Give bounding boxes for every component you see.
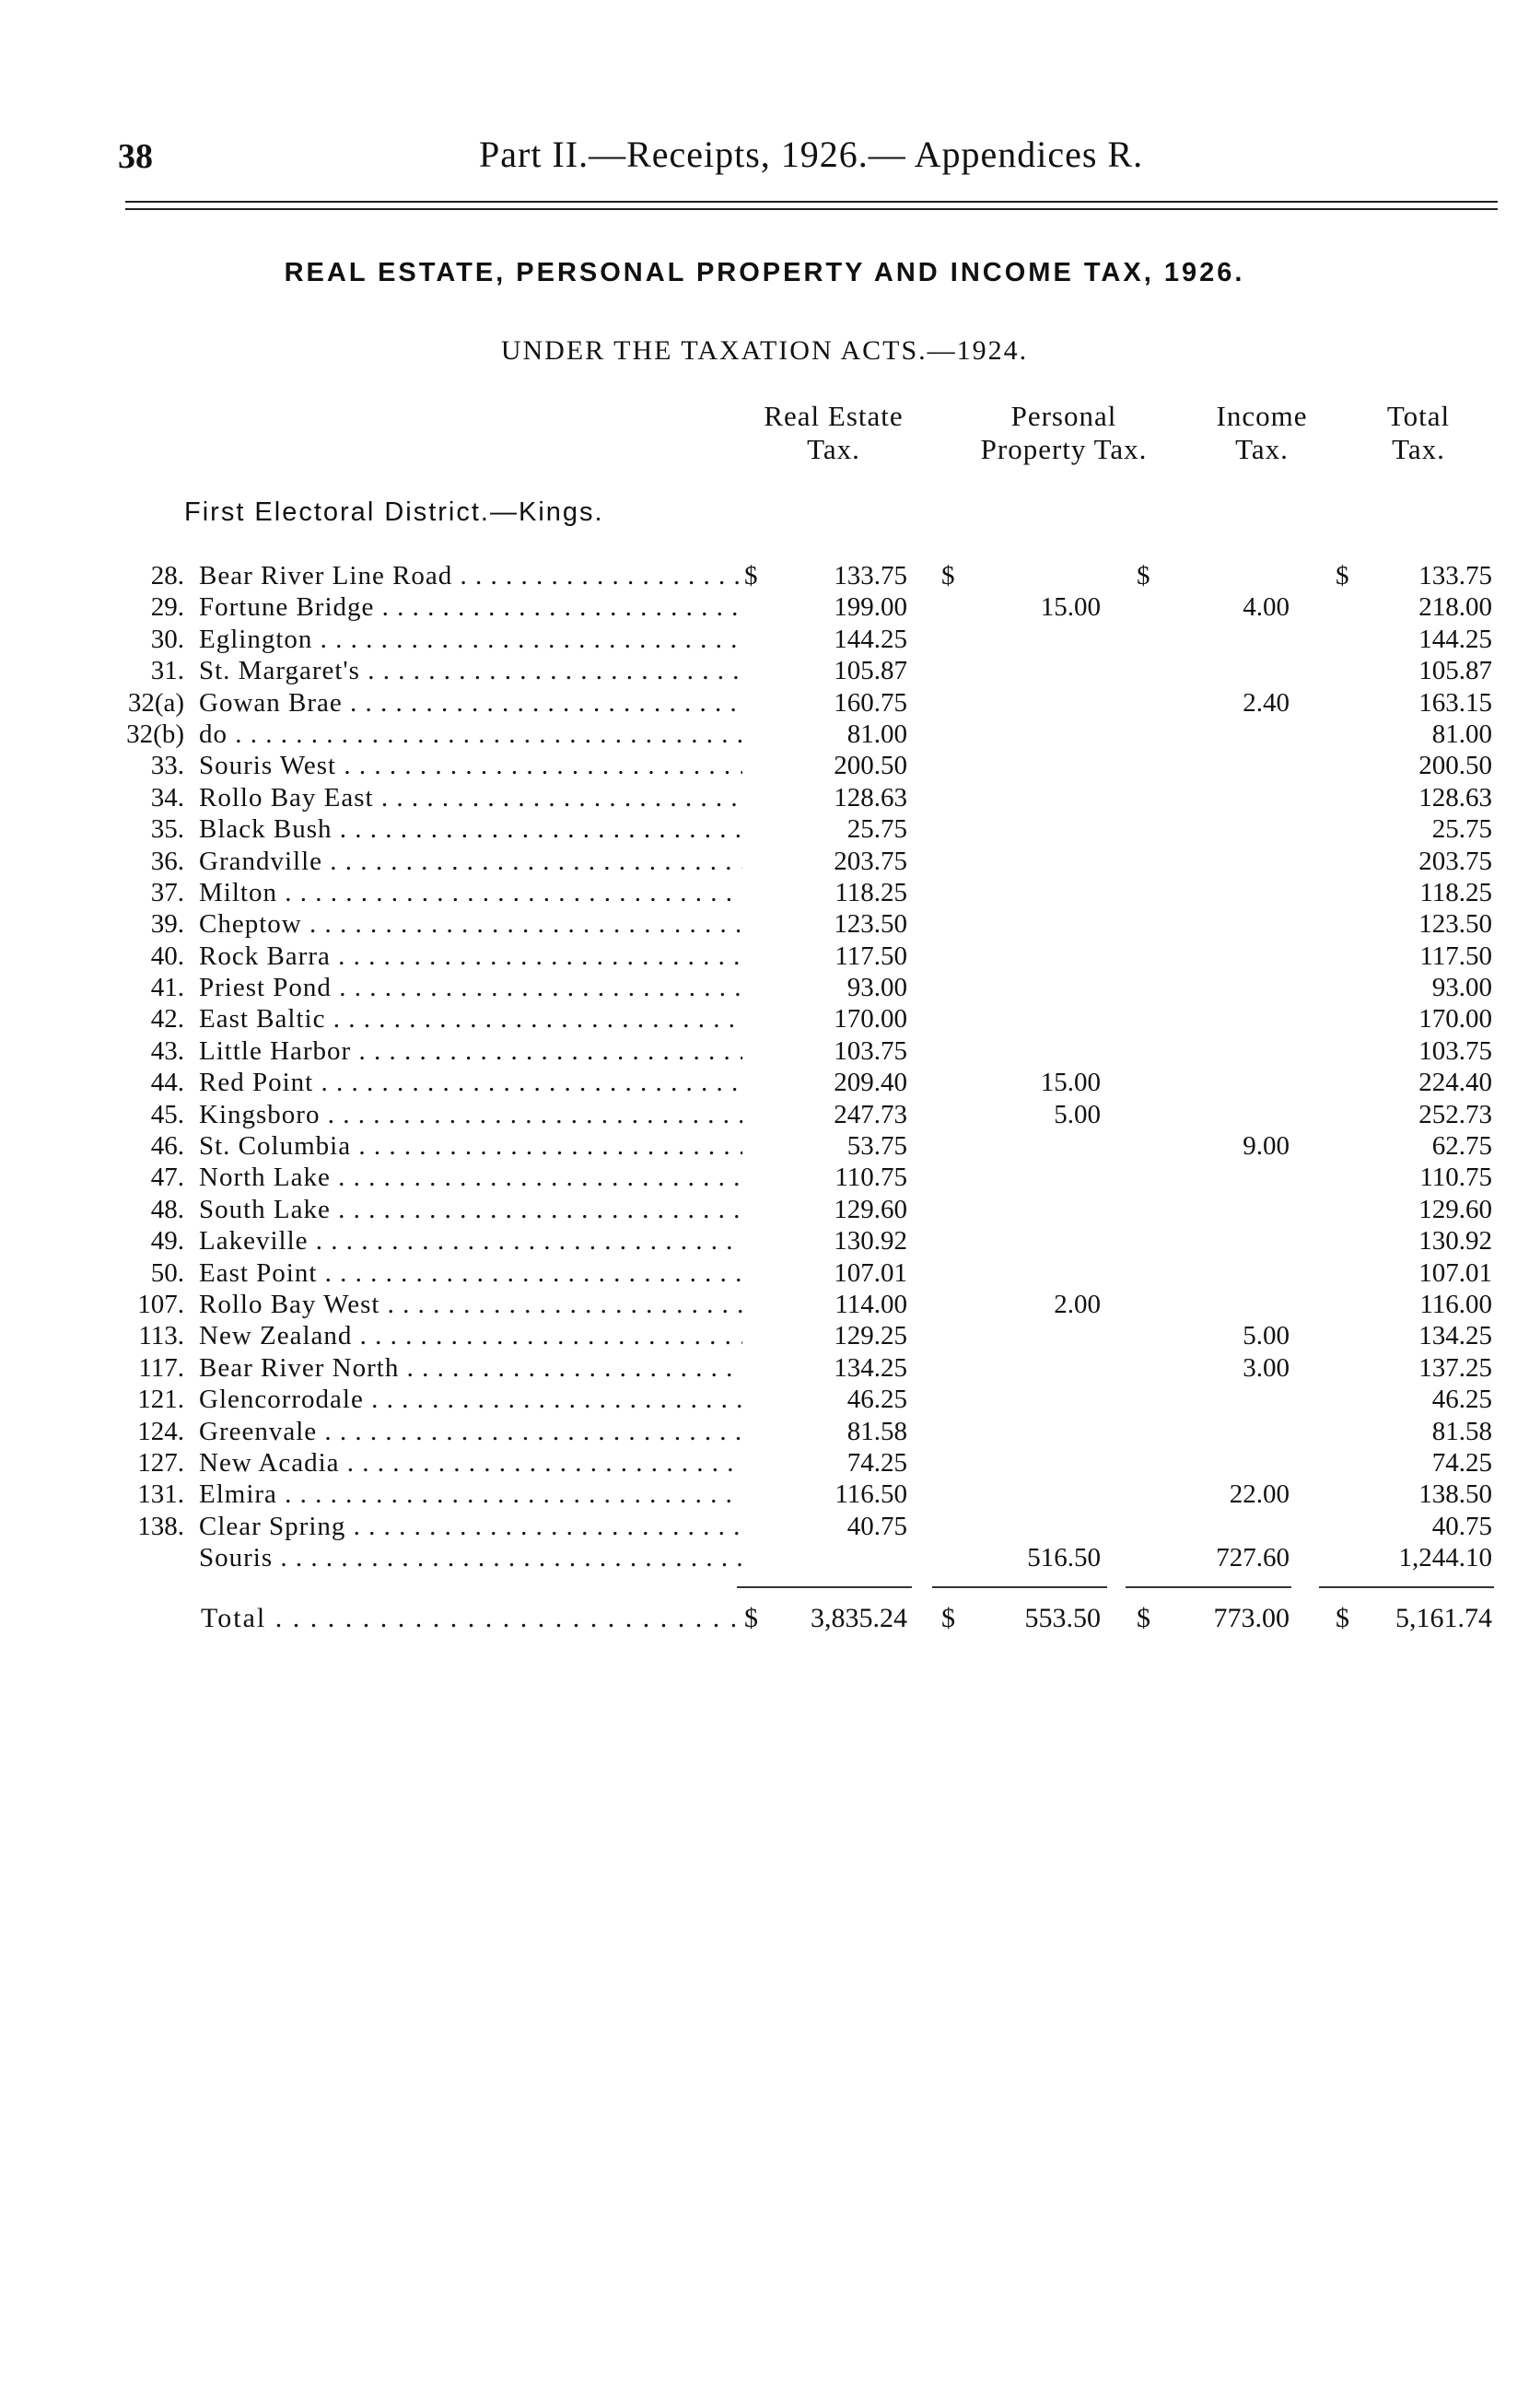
cell-total-tax: 134.25 xyxy=(1418,1321,1492,1351)
cell-real-estate-tax: 105.87 xyxy=(834,656,907,686)
column-header-line: Property Tax. xyxy=(980,433,1148,465)
row-locality-name: Rock Barra . . . xyxy=(199,941,742,972)
row-number: 42. xyxy=(150,1004,184,1035)
tax-table-rows xyxy=(0,560,1529,1574)
column-header-line: Personal xyxy=(1010,400,1117,432)
row-number: 48. xyxy=(150,1194,184,1224)
column-header-total xyxy=(1354,400,1483,466)
currency-sign: $ xyxy=(941,1603,955,1633)
row-number: 124. xyxy=(137,1416,184,1446)
currency-sign: $ xyxy=(1137,561,1150,590)
row-number: 44. xyxy=(150,1068,184,1098)
table-row xyxy=(0,750,1529,781)
cell-real-estate-tax: 170.00 xyxy=(834,1004,907,1035)
row-number: 117. xyxy=(138,1352,184,1383)
cell-real-estate-tax: 144.25 xyxy=(834,624,907,654)
table-row xyxy=(0,560,1529,591)
header-rule-top xyxy=(125,201,1498,203)
cell-total-tax: 107.01 xyxy=(1418,1257,1492,1288)
table-title: REAL ESTATE, PERSONAL PROPERTY AND INCOME TAX, 1926. xyxy=(284,258,1245,287)
cell-real-estate-tax: 117.50 xyxy=(835,941,907,971)
row-locality-name: Lakeville . . . xyxy=(199,1225,742,1257)
sum-rule-personal xyxy=(932,1586,1107,1588)
cell-real-estate-tax: 81.00 xyxy=(846,719,907,749)
table-row xyxy=(0,719,1529,750)
cell-total-tax: 74.25 xyxy=(1431,1447,1492,1478)
cell-real-estate-tax: 118.25 xyxy=(835,877,907,907)
row-locality-name: Milton . . . xyxy=(199,877,742,908)
page-number: 38 xyxy=(118,137,153,176)
cell-real-estate-tax: 133.75 xyxy=(834,561,907,590)
cell-total-tax: 224.40 xyxy=(1418,1068,1492,1098)
row-locality-name: Greenvale . . . xyxy=(199,1416,742,1447)
table-row xyxy=(0,908,1529,940)
cell-income-tax: 4.00 xyxy=(1243,592,1290,623)
row-number: 32(b) xyxy=(126,719,184,749)
row-number: 41. xyxy=(150,973,184,1003)
table-subtitle: UNDER THE TAXATION ACTS.—1924. xyxy=(500,335,1029,366)
row-number: 31. xyxy=(150,656,184,686)
currency-sign: $ xyxy=(744,1603,758,1633)
sum-rule-income xyxy=(1126,1586,1291,1588)
row-number: 45. xyxy=(150,1099,184,1129)
table-row xyxy=(0,1384,1529,1415)
totals-row xyxy=(0,1603,1529,1640)
row-number: 32(a) xyxy=(127,687,184,718)
table-row xyxy=(0,782,1529,813)
row-locality-name: New Zealand . . . xyxy=(199,1320,742,1351)
cell-total-tax: 203.75 xyxy=(1418,846,1492,876)
cell-total-tax: 133.75 xyxy=(1418,561,1492,590)
table-row xyxy=(0,813,1529,845)
row-number: 107. xyxy=(137,1289,184,1319)
row-number: 43. xyxy=(150,1035,184,1066)
cell-real-estate-tax: 134.25 xyxy=(834,1352,907,1383)
column-header-line: Tax. xyxy=(1392,433,1445,465)
cell-real-estate-tax: 46.25 xyxy=(846,1385,907,1415)
cell-total-tax: 170.00 xyxy=(1418,1004,1492,1035)
cell-total-tax: 138.50 xyxy=(1418,1479,1492,1510)
column-header-line: Tax. xyxy=(807,433,860,465)
header-rule-bottom xyxy=(125,208,1498,210)
row-locality-name: Rollo Bay East . . . xyxy=(199,782,742,813)
column-header-line: Total xyxy=(1386,400,1451,432)
row-number: 40. xyxy=(150,941,184,971)
row-number: 39. xyxy=(150,909,184,940)
table-row xyxy=(0,1542,1529,1573)
sum-rule-real-estate xyxy=(737,1586,912,1588)
row-number: 34. xyxy=(150,782,184,812)
table-row xyxy=(0,655,1529,686)
cell-total-tax: 218.00 xyxy=(1418,592,1492,623)
row-locality-name: North Lake . . . xyxy=(199,1162,742,1193)
row-locality-name: Rollo Bay West . . . xyxy=(199,1289,742,1320)
cell-real-estate-tax: 129.25 xyxy=(834,1321,907,1351)
currency-sign: $ xyxy=(1336,1603,1349,1633)
table-row xyxy=(0,624,1529,655)
cell-total-tax: 200.50 xyxy=(1418,751,1492,781)
cell-real-estate-tax: 103.75 xyxy=(834,1035,907,1066)
cell-income-tax: 3.00 xyxy=(1243,1352,1290,1383)
table-row xyxy=(0,846,1529,877)
sum-rule-total xyxy=(1319,1586,1494,1588)
row-locality-name: East Baltic . . . xyxy=(199,1003,742,1035)
cell-total-tax: 144.25 xyxy=(1418,624,1492,654)
row-number: 50. xyxy=(150,1257,184,1288)
row-locality-name: Elmira . . . xyxy=(199,1479,742,1510)
cell-real-estate-tax: 160.75 xyxy=(834,687,907,718)
running-head: Part II.—Receipts, 1926.— Appendices R. xyxy=(479,134,1144,175)
cell-personal-property-tax: 15.00 xyxy=(1040,1068,1101,1098)
table-row xyxy=(0,1320,1529,1351)
row-number: 121. xyxy=(137,1385,184,1415)
row-locality-name: Black Bush . . . xyxy=(199,813,742,845)
table-row xyxy=(0,1352,1529,1384)
row-locality-name: Fortune Bridge . . . xyxy=(199,591,742,623)
currency-sign: $ xyxy=(1336,561,1349,590)
cell-income-tax: 9.00 xyxy=(1243,1131,1290,1162)
row-locality-name: Souris West . . . xyxy=(199,750,742,781)
cell-total-tax: 110.75 xyxy=(1419,1163,1492,1193)
cell-income-tax: 2.40 xyxy=(1243,687,1290,718)
column-header-income xyxy=(1188,400,1336,466)
row-number: 113. xyxy=(138,1321,184,1351)
currency-sign: $ xyxy=(941,561,955,590)
table-row xyxy=(0,1035,1529,1067)
table-row xyxy=(0,591,1529,623)
cell-total-tax: 117.50 xyxy=(1419,941,1492,971)
column-header-personal-property xyxy=(949,400,1179,466)
column-header-real-estate xyxy=(728,400,940,466)
row-locality-name: Bear River North . . . xyxy=(199,1352,742,1384)
table-row xyxy=(0,1511,1529,1542)
cell-real-estate-tax: 40.75 xyxy=(846,1511,907,1541)
row-locality-name: Priest Pond . . . xyxy=(199,972,742,1003)
row-locality-name: Red Point . . . xyxy=(199,1067,742,1098)
table-row xyxy=(0,687,1529,719)
cell-real-estate-tax: 123.50 xyxy=(834,909,907,940)
cell-total-tax: 103.75 xyxy=(1418,1035,1492,1066)
cell-real-estate-tax: 93.00 xyxy=(846,973,907,1003)
row-number: 35. xyxy=(150,814,184,845)
row-number: 33. xyxy=(150,751,184,781)
column-header-line: Real Estate xyxy=(764,400,904,432)
cell-income-tax: 22.00 xyxy=(1229,1479,1290,1510)
cell-real-estate-tax: 74.25 xyxy=(846,1447,907,1478)
cell-real-estate-tax: 130.92 xyxy=(834,1226,907,1257)
cell-total-tax: 62.75 xyxy=(1431,1131,1492,1162)
row-number: 37. xyxy=(150,877,184,907)
row-number: 138. xyxy=(137,1511,184,1541)
table-row xyxy=(0,1162,1529,1193)
row-number: 36. xyxy=(150,846,184,876)
table-row xyxy=(0,1003,1529,1035)
row-locality-name: Souris . . . xyxy=(199,1542,742,1573)
row-locality-name: East Point . . . xyxy=(199,1257,742,1289)
table-row xyxy=(0,1130,1529,1162)
cell-total-tax: 130.92 xyxy=(1418,1226,1492,1257)
row-locality-name: Clear Spring . . . xyxy=(199,1511,742,1542)
row-number: 46. xyxy=(150,1131,184,1162)
row-number: 127. xyxy=(137,1447,184,1478)
currency-sign: $ xyxy=(744,561,758,590)
table-row xyxy=(0,941,1529,972)
row-locality-name: Eglington . . . xyxy=(199,624,742,655)
cell-real-estate-tax: 114.00 xyxy=(835,1289,907,1319)
table-row xyxy=(0,1257,1529,1289)
cell-total-tax: 137.25 xyxy=(1418,1352,1492,1383)
cell-real-estate-tax: 209.40 xyxy=(834,1068,907,1098)
table-row xyxy=(0,1194,1529,1225)
cell-real-estate-tax: 203.75 xyxy=(834,846,907,876)
row-number: 49. xyxy=(150,1226,184,1257)
row-locality-name: Gowan Brae . . . xyxy=(199,687,742,719)
cell-total-tax: 25.75 xyxy=(1431,814,1492,845)
cell-real-estate-tax: 110.75 xyxy=(835,1163,907,1193)
section-heading: First Electoral District.—Kings. xyxy=(184,497,604,527)
cell-real-estate-tax: 107.01 xyxy=(834,1257,907,1288)
table-row xyxy=(0,1289,1529,1320)
totals-personal-property: 553.50 xyxy=(1024,1603,1101,1633)
cell-total-tax: 116.00 xyxy=(1419,1289,1492,1319)
table-row xyxy=(0,972,1529,1003)
row-locality-name: Grandville . . . xyxy=(199,846,742,877)
cell-total-tax: 40.75 xyxy=(1431,1511,1492,1541)
table-row xyxy=(0,1479,1529,1510)
cell-real-estate-tax: 128.63 xyxy=(834,782,907,812)
table-row xyxy=(0,1099,1529,1130)
cell-income-tax: 5.00 xyxy=(1243,1321,1290,1351)
cell-personal-property-tax: 5.00 xyxy=(1054,1099,1101,1129)
column-header-line: Tax. xyxy=(1235,433,1289,465)
cell-real-estate-tax: 81.58 xyxy=(846,1416,907,1446)
cell-personal-property-tax: 516.50 xyxy=(1027,1543,1101,1573)
cell-real-estate-tax: 53.75 xyxy=(846,1131,907,1162)
column-header-line: Income xyxy=(1216,400,1308,432)
row-locality-name: St. Columbia . . . xyxy=(199,1130,742,1162)
cell-total-tax: 252.73 xyxy=(1418,1099,1492,1129)
row-number: 29. xyxy=(150,592,184,623)
row-locality-name: Cheptow . . . xyxy=(199,908,742,940)
cell-real-estate-tax: 200.50 xyxy=(834,751,907,781)
row-locality-name: Little Harbor . . . xyxy=(199,1035,742,1067)
cell-total-tax: 128.63 xyxy=(1418,782,1492,812)
row-number: 47. xyxy=(150,1163,184,1193)
row-number: 30. xyxy=(150,624,184,654)
row-locality-name: New Acadia . . . xyxy=(199,1447,742,1479)
cell-total-tax: 118.25 xyxy=(1419,877,1492,907)
row-locality-name: do . . . xyxy=(199,719,742,750)
cell-real-estate-tax: 25.75 xyxy=(846,814,907,845)
cell-total-tax: 129.60 xyxy=(1418,1194,1492,1224)
cell-real-estate-tax: 199.00 xyxy=(834,592,907,623)
cell-total-tax: 1,244.10 xyxy=(1398,1543,1492,1573)
row-number: 131. xyxy=(137,1479,184,1510)
totals-income: 773.00 xyxy=(1213,1603,1290,1633)
row-locality-name: Kingsboro . . . xyxy=(199,1099,742,1130)
cell-total-tax: 46.25 xyxy=(1431,1385,1492,1415)
cell-real-estate-tax: 129.60 xyxy=(834,1194,907,1224)
cell-total-tax: 105.87 xyxy=(1418,656,1492,686)
cell-personal-property-tax: 2.00 xyxy=(1054,1289,1101,1319)
cell-real-estate-tax: 116.50 xyxy=(835,1479,907,1510)
totals-real-estate: 3,835.24 xyxy=(811,1603,907,1633)
row-locality-name: South Lake . . . xyxy=(199,1194,742,1225)
row-locality-name: Glencorrodale . . . xyxy=(199,1384,742,1415)
table-row xyxy=(0,1447,1529,1479)
table-row xyxy=(0,1225,1529,1257)
cell-real-estate-tax: 247.73 xyxy=(834,1099,907,1129)
cell-personal-property-tax: 15.00 xyxy=(1040,592,1101,623)
cell-income-tax: 727.60 xyxy=(1216,1543,1290,1573)
row-number: 28. xyxy=(150,561,184,590)
currency-sign: $ xyxy=(1137,1603,1150,1633)
table-row xyxy=(0,877,1529,908)
cell-total-tax: 93.00 xyxy=(1431,973,1492,1003)
cell-total-tax: 123.50 xyxy=(1418,909,1492,940)
row-locality-name: Bear River Line Road . . . xyxy=(199,560,742,591)
cell-total-tax: 163.15 xyxy=(1418,687,1492,718)
totals-total: 5,161.74 xyxy=(1395,1603,1492,1633)
row-locality-name: St. Margaret's . . . xyxy=(199,655,742,686)
totals-label: Total . . . xyxy=(201,1603,735,1634)
table-row xyxy=(0,1416,1529,1447)
cell-total-tax: 81.58 xyxy=(1431,1416,1492,1446)
table-row xyxy=(0,1067,1529,1098)
cell-total-tax: 81.00 xyxy=(1431,719,1492,749)
